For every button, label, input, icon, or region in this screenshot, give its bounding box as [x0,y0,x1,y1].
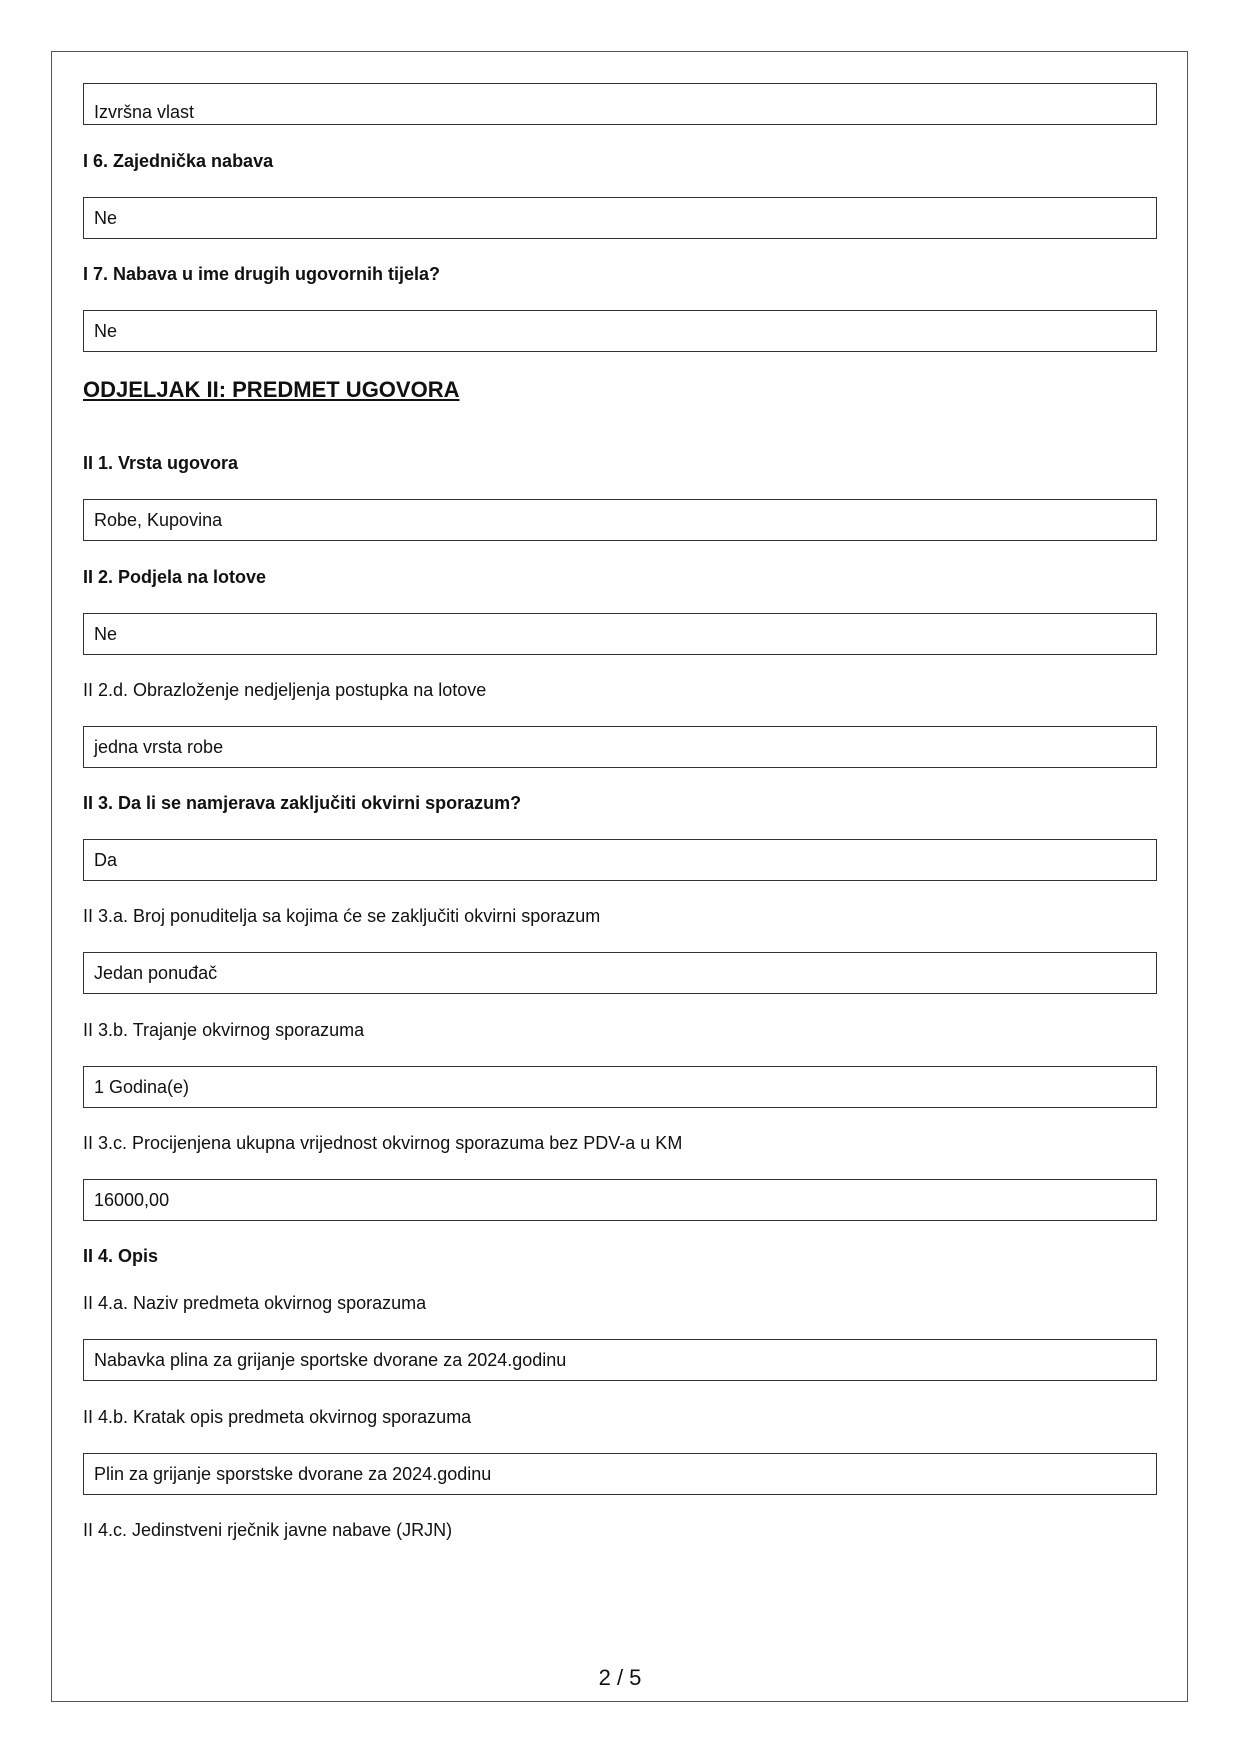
i6-field [83,197,1157,239]
executive-authority-field [83,83,1157,125]
ii3a-value: Jedan ponuđač [94,962,218,983]
ii3a-label: II 3.a. Broj ponuditelja sa kojima će se zaključiti okvirni sporazum [83,906,601,926]
ii3a-field [83,952,1157,994]
i6-value: Ne [94,207,118,228]
i7-field [83,310,1157,352]
ii1-field [83,499,1157,541]
i7-value: Ne [94,320,118,341]
ii4a-label: II 4.a. Naziv predmeta okvirnog sporazuma [83,1293,427,1313]
ii2-field [83,613,1157,655]
page-number: 2 / 5 [598,1665,642,1690]
ii4a-value: Nabavka plina za grijanje sportske dvorane za 2024.godinu [94,1349,567,1370]
ii4b-value: Plin za grijanje sporstske dvorane za 2024.godinu [94,1463,492,1484]
ii3c-field [83,1179,1157,1221]
ii4a-field [83,1339,1157,1381]
ii4b-field [83,1453,1157,1495]
ii4-label: II 4. Opis [83,1246,159,1266]
ii3b-field [83,1066,1157,1108]
ii2-label: II 2. Podjela na lotove [83,567,267,587]
ii3-field [83,839,1157,881]
ii3-label: II 3. Da li se namjerava zaključiti okvirni sporazum? [83,793,522,813]
ii1-label: II 1. Vrsta ugovora [83,453,239,473]
ii3b-value: 1 Godina(e) [94,1076,190,1097]
ii4b-label: II 4.b. Kratak opis predmeta okvirnog sporazuma [83,1407,472,1427]
ii1-value: Robe, Kupovina [94,509,223,530]
ii3-value: Da [94,849,118,870]
ii2-value: Ne [94,623,118,644]
ii3c-label: II 3.c. Procijenjena ukupna vrijednost okvirnog sporazuma bez PDV-a u KM [83,1133,683,1153]
ii4c-label: II 4.c. Jedinstveni rječnik javne nabave (JRJN) [83,1520,453,1540]
ii2d-label: II 2.d. Obrazloženje nedjeljenja postupka na lotove [83,680,487,700]
ii3b-label: II 3.b. Trajanje okvirnog sporazuma [83,1020,365,1040]
section-2-title: ODJELJAK II: PREDMET UGOVORA [83,377,460,402]
ii3c-value: 16000,00 [94,1189,170,1210]
i6-label: I 6. Zajednička nabava [83,151,274,171]
i7-label: I 7. Nabava u ime drugih ugovornih tijela? [83,264,441,284]
ii2d-field [83,726,1157,768]
ii2d-value: jedna vrsta robe [94,736,224,757]
executive-authority-value: Izvršna vlast [94,102,195,122]
